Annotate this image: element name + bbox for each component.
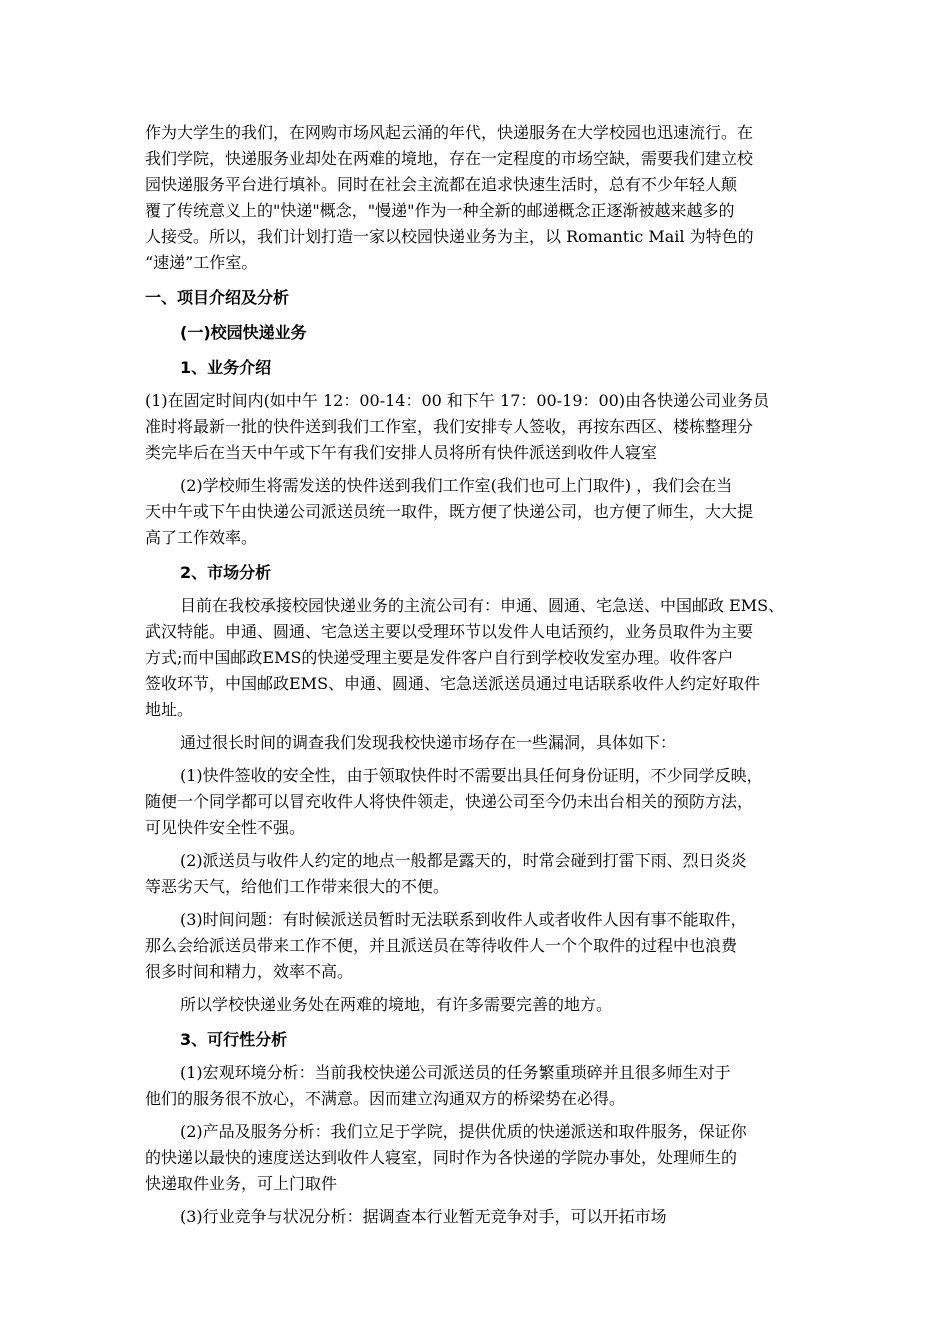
text-line: 签收环节，中国邮政EMS、申通、圆通、宅急送派送员通过电话联系收件人约定好取件 [145, 674, 761, 693]
text-line: “速递”工作室。 [145, 253, 258, 272]
text-line: (2)派送员与收件人约定的地点一般都是露天的，时常会碰到打雷下雨、烈日炎炎 [180, 851, 747, 870]
paragraph [145, 473, 815, 551]
paragraph [145, 992, 815, 1018]
paragraph [145, 848, 815, 900]
text-line: 随便一个同学都可以冒充收件人将快件领走，快递公司至今仍未出台相关的预防方法， [145, 792, 754, 811]
text-line: 所以学校快递业务处在两难的境地，有许多需要完善的地方。 [180, 995, 613, 1014]
paragraph [145, 1204, 815, 1230]
text-line: 高了工作效率。 [145, 528, 258, 547]
document-page [145, 120, 815, 1230]
item-heading-feasibility: 3、可行性分析 [180, 1030, 288, 1049]
item-heading-market: 2、市场分析 [180, 563, 272, 582]
paragraph [145, 388, 815, 466]
text-line: 园快递服务平台进行填补。同时在社会主流都在追求快速生活时，总有不少年轻人颠 [145, 175, 738, 194]
paragraph [145, 763, 815, 841]
paragraph [145, 593, 815, 723]
text-line: 通过很长时间的调查我们发现我校快递市场存在一些漏洞，具体如下： [180, 733, 677, 752]
text-line: 他们的服务很不放心，不满意。因而建立沟通双方的桥梁势在必得。 [145, 1089, 626, 1108]
text-line: (1)宏观环境分析：当前我校快递公司派送员的任务繁重琐碎并且很多师生对于 [180, 1063, 731, 1082]
text-line: 我们学院，快递服务业却处在两难的境地，存在一定程度的市场空缺，需要我们建立校 [145, 149, 754, 168]
text-line: 那么会给派送员带来工作不便，并且派送员在等待收件人一个个取件的过程中也浪费 [145, 936, 738, 955]
text-line: 很多时间和精力，效率不高。 [145, 962, 354, 981]
text-line: 等恶劣天气，给他们工作带来很大的不便。 [145, 877, 450, 896]
text-line: (1)快件签收的安全性，由于领取快件时不需要出具任何身份证明，不少同学反映， [180, 766, 763, 785]
text-line: 地址。 [145, 700, 194, 719]
text-line: 准时将最新一批的快件送到我们工作室，我们安排专人签收，再按东西区、楼栋整理分 [145, 417, 754, 436]
text-line: 的快递以最快的速度送达到收件人寝室，同时作为各快递的学院办事处，处理师生的 [145, 1148, 738, 1167]
subsection-heading: (一)校园快递业务 [180, 323, 307, 342]
text-line: (3)行业竞争与状况分析：据调查本行业暂无竞争对手，可以开拓市场 [180, 1207, 667, 1226]
text-line: 覆了传统意义上的"快递"概念，"慢递"作为一种全新的邮递概念正逐渐被越来越多的 [145, 201, 735, 220]
paragraph [145, 907, 815, 985]
text-line: 类完毕后在当天中午或下午有我们安排人员将所有快件派送到收件人寝室 [145, 443, 658, 462]
text-line: (1)在固定时间内(如中午 12：00-14：00 和下午 17：00-19：00)由各快递公司业务员 [145, 391, 770, 410]
text-line: 目前在我校承接校园快递业务的主流公司有：申通、圆通、宅急送、中国邮政 EMS、 [180, 596, 785, 615]
text-line: 人接受。所以，我们计划打造一家以校园快递业务为主，以 Romantic Mail 为特色的 [145, 227, 754, 246]
text-line: 可见快件安全性不强。 [145, 818, 306, 837]
section-heading: 一、项目介绍及分析 [145, 288, 290, 307]
paragraph [145, 1119, 815, 1197]
paragraph [145, 1060, 815, 1112]
text-line: (3)时间问题：有时候派送员暂时无法联系到收件人或者收件人因有事不能取件， [180, 910, 747, 929]
text-line: 快递取件业务，可上门取件 [145, 1174, 338, 1193]
intro-paragraph [145, 120, 815, 276]
text-line: (2)产品及服务分析：我们立足于学院，提供优质的快递派送和取件服务，保证你 [180, 1122, 747, 1141]
text-line: 作为大学生的我们，在网购市场风起云涌的年代，快递服务在大学校园也迅速流行。在 [145, 123, 754, 142]
paragraph [145, 730, 815, 756]
item-heading-business: 1、业务介绍 [180, 358, 272, 377]
text-line: 方式;而中国邮政EMS的快递受理主要是发件客户自行到学校收发室办理。收件客户 [145, 648, 734, 667]
text-line: 武汉特能。申通、圆通、宅急送主要以受理环节以发件人电话预约，业务员取件为主要 [145, 622, 754, 641]
text-line: 天中午或下午由快递公司派送员统一取件，既方便了快递公司，也方便了师生，大大提 [145, 502, 754, 521]
text-line: (2)学校师生将需发送的快件送到我们工作室(我们也可上门取件) ，我们会在当 [180, 476, 733, 495]
